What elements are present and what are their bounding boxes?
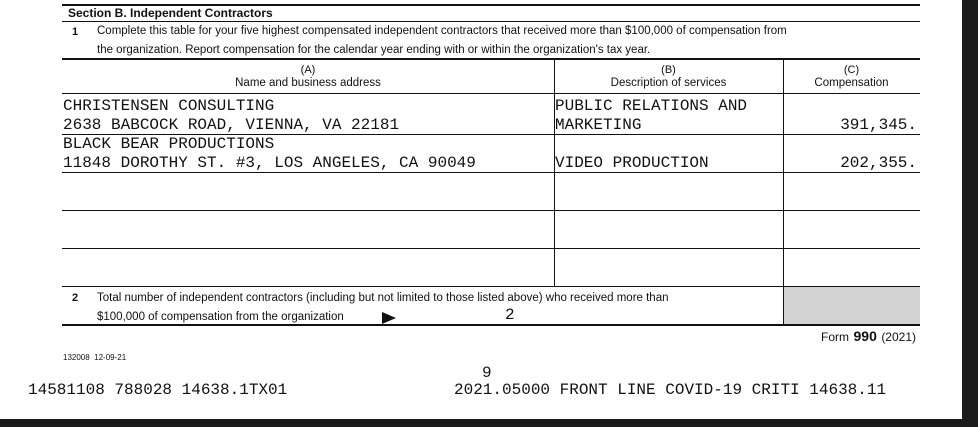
column-a-header: Name and business address	[235, 77, 381, 89]
form-code: 132008 12-09-21	[63, 353, 127, 362]
item2-number: 2	[72, 292, 79, 304]
column-c-letter: (C)	[843, 64, 860, 76]
section-title-rule	[62, 21, 920, 22]
contractor-name: BLACK BEAR PRODUCTIONS	[63, 135, 275, 153]
arrow-right-icon	[382, 312, 396, 324]
column-b-letter: (B)	[661, 64, 676, 76]
form-label: Form	[821, 330, 850, 344]
bottom-right-code: 2021.05000 FRONT LINE COVID-19 CRITI 14638.11	[454, 381, 887, 399]
item2-text-line2: $100,000 of compensation from the organization	[97, 311, 344, 323]
compensation-value: 391,345.	[840, 116, 917, 134]
form-footer	[700, 328, 916, 346]
header-bottom-rule	[62, 93, 920, 94]
total-contractors-value: 2	[505, 306, 515, 324]
page-number: 9	[482, 364, 492, 382]
form-year: (2021)	[881, 330, 916, 344]
contractor-address: 2638 BABCOCK ROAD, VIENNA, VA 22181	[63, 116, 400, 134]
form-number: 990	[853, 328, 877, 344]
table-top-rule	[62, 58, 920, 60]
total-shaded-box	[784, 287, 920, 324]
service-description: MARKETING	[555, 116, 642, 134]
item1-instructions-line1: Complete this table for your five highest compensated independent contractors that received more than $100,000 of compensation from	[97, 25, 787, 37]
row-rule	[62, 210, 920, 211]
column-b-header: Description of services	[610, 77, 727, 89]
row-rule	[62, 248, 920, 249]
section-title: Section B. Independent Contractors	[68, 6, 273, 20]
bottom-left-code: 14581108 788028 14638.1TX01	[28, 381, 288, 399]
contractor-name: CHRISTENSEN CONSULTING	[63, 97, 275, 115]
contractor-address: 11848 DOROTHY ST. #3, LOS ANGELES, CA 90049	[63, 154, 476, 172]
column-c-header: Compensation	[814, 77, 889, 89]
service-description: PUBLIC RELATIONS AND	[555, 97, 748, 115]
service-description: VIDEO PRODUCTION	[555, 154, 709, 172]
item2-text-line1: Total number of independent contractors (including but not limited to those listed above) who received more than	[97, 292, 669, 304]
item2-bottom-rule	[62, 324, 920, 326]
column-divider	[783, 59, 784, 324]
compensation-value: 202,355.	[840, 154, 917, 172]
column-a-letter: (A)	[300, 64, 316, 76]
item1-number: 1	[72, 26, 79, 38]
item1-instructions-line2: the organization. Report compensation for the calendar year ending with or within the organization's tax year.	[97, 44, 651, 56]
